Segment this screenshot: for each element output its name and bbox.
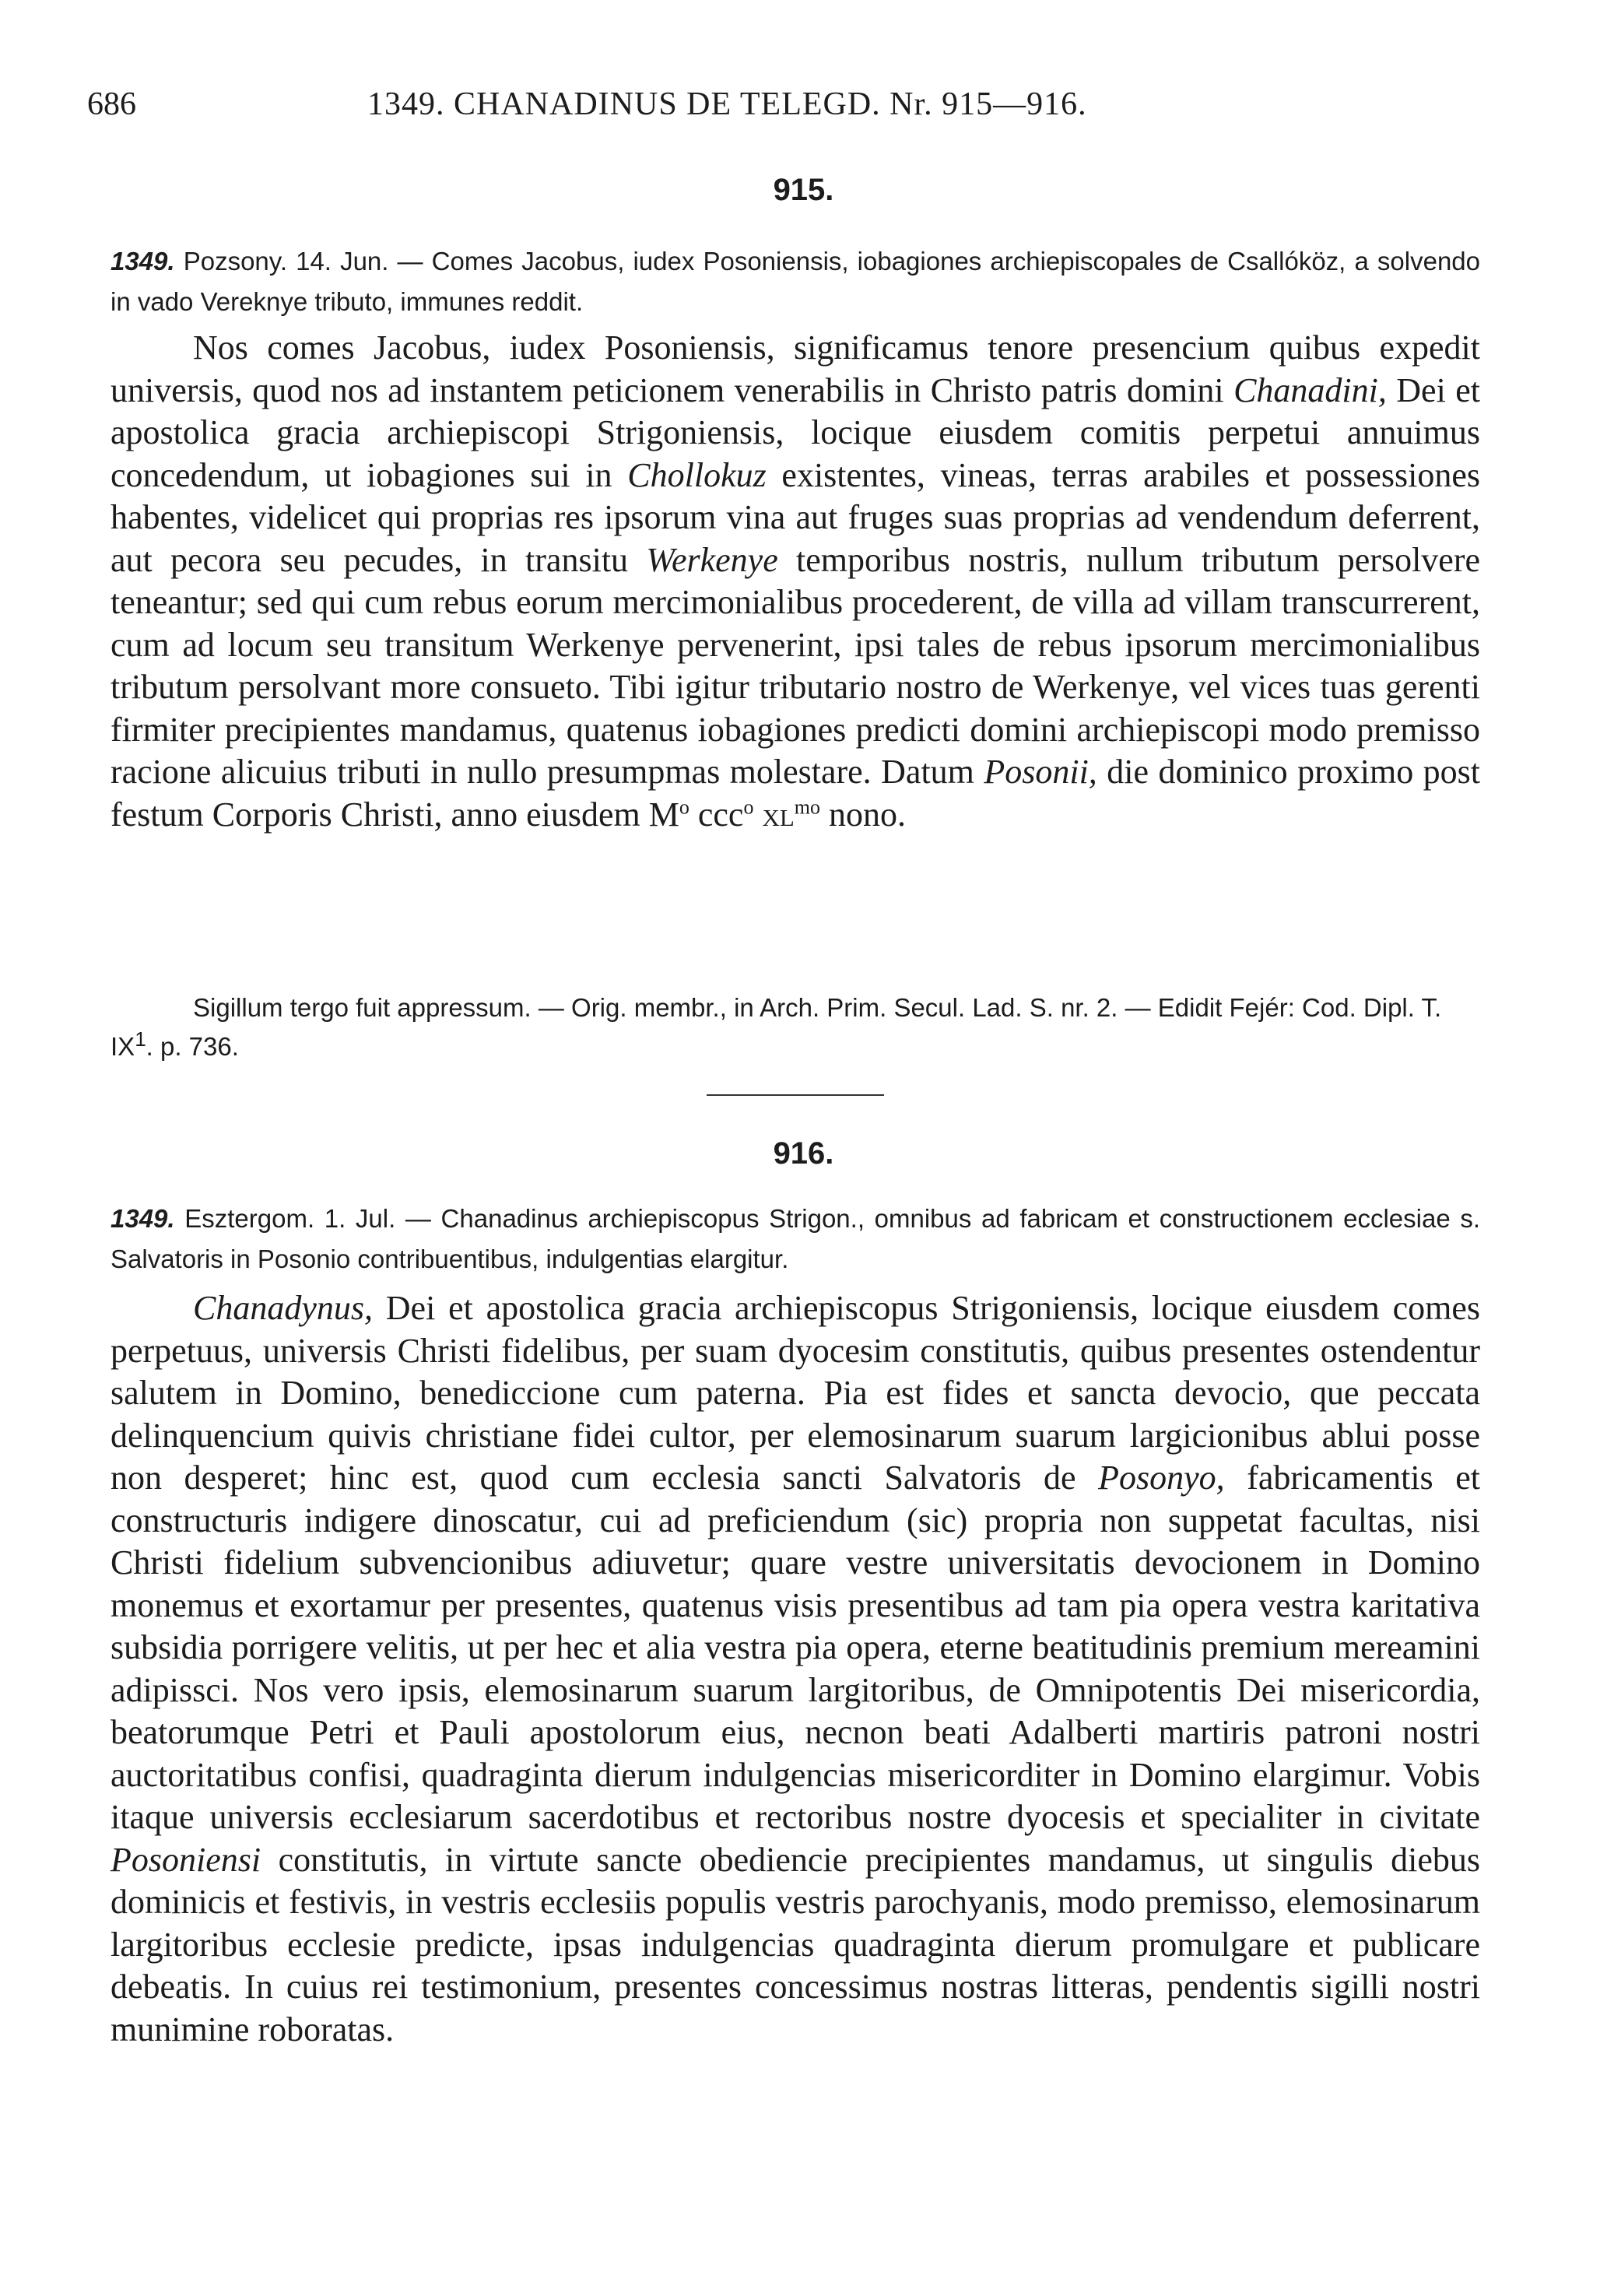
- note-text: Sigillum tergo fuit appressum. — Orig. membr., in Arch. Prim. Secul. Lad. S. nr. 2. — Edidit Fejér: Cod. Dipl. T. IX: [111, 993, 1442, 1061]
- place-name: Werkenye: [646, 540, 778, 579]
- regest-text: Pozsony. 14. Jun. — Comes Jacobus, iudex Posoniensis, iobagiones archiepiscopales de Csallóköz, a solvendo in vado Vereknye tributo, immunes reddit.: [111, 247, 1481, 316]
- charter-text-915: [111, 327, 1480, 836]
- regest-date: 1349.: [111, 247, 175, 276]
- regest-915: [111, 241, 1480, 322]
- personal-name: Chanadynus,: [193, 1289, 373, 1327]
- place-name: Posonyo,: [1098, 1459, 1225, 1497]
- place-name: Posoniensi: [111, 1840, 261, 1879]
- superscript: o: [743, 795, 754, 818]
- text-segment: die dominico proximo post festum Corporis Christi, anno eiusdem M: [111, 753, 1480, 834]
- superscript: 1: [135, 1027, 146, 1051]
- document-number-915: 915.: [773, 173, 834, 207]
- text-segment: temporibus nostris, nullum tributum persolvere teneantur; sed qui cum rebus eorum mercimonialibus procederent, de villa ad villam transcurrerent, cum ad locum seu transitum Werkenye pervenerint, ipsi tales de rebus ipsorum mercimonialibus tributum persolvant more consueto. Tibi igitur tributario nostro de Werkenye, vel vices tuas gerenti firmiter precipientes mandamus, quatenus iobagiones predicti domini archiepiscopi modo premisso racione alicuius tributi in nullo presumpmas molestare. Datum: [111, 540, 1481, 791]
- text-segment: ccc: [689, 795, 744, 834]
- place-name: Posonii,: [984, 753, 1097, 791]
- regest-text: Esztergom. 1. Jul. — Chanadinus archiepiscopus Strigon., omnibus ad fabricam et constructionem ecclesiae s. Salvatoris in Posonio contribuentibus, indulgentias elargitur.: [111, 1204, 1480, 1273]
- document-number-916: 916.: [773, 1136, 834, 1171]
- section-divider: [707, 1094, 884, 1096]
- charter-text-916: [111, 1287, 1480, 2051]
- text-segment: constitutis, in virtute sancte obediencie precipientes mandamus, ut singulis diebus dominicis et festivis, in vestris ecclesiis populis vestris parochyanis, modo premisso, elemosinarum largitoribus ecclesie predicte, ipsas indulgencias quadraginta dierum promulgare et publicare debeatis. In cuius rei testimonium, presentes concessimus nostras litteras, pendentis sigilli nostri munimine roboratas.: [111, 1840, 1480, 2048]
- text-segment: Dei et apostolica gracia archiepiscopi Strigoniensis, locique eiusdem comitis perpetui annuimus concedendum, ut iobagiones sui in: [111, 370, 1480, 494]
- text-segment: Nos comes Jacobus, iudex Posoniensis, significamus tenore presencium quibus expedit universis, quod nos ad instantem peticionem venerabilis in Christo patris domini: [111, 328, 1480, 409]
- text-segment: nono.: [820, 795, 906, 834]
- source-note-915: [111, 988, 1480, 1066]
- text-segment: existentes, vineas, terras arabiles et possessiones habentes, videlicet qui proprias res ipsorum vina aut fruges suas proprias ad vendendum deferrent, aut pecora seu pecudes, in transitu: [111, 455, 1480, 579]
- page-number: 686: [87, 86, 136, 122]
- page-header: [87, 86, 1192, 132]
- text-segment: xl: [753, 795, 795, 834]
- regest-916: [111, 1199, 1480, 1280]
- text-segment: Dei et apostolica gracia archiepiscopus Strigoniensis, locique eiusdem comes perpetuus, universis Christi fidelibus, per suam dyocesim constitutis, quibus presentes ostendentur salutem in Domino, benediccione cum paterna. Pia est fides et sancta devocio, que peccata delinquencium quivis christiane fidei cultor, per elemosinarum suarum largicionibus ablui posse non desperet; hinc est, quod cum ecclesia sancti Salvatoris de: [111, 1289, 1480, 1497]
- running-title: 1349. CHANADINUS DE TELEGD. Nr. 915—916.: [367, 86, 1087, 122]
- personal-name: Chanadini,: [1233, 370, 1387, 409]
- superscript: mo: [794, 795, 820, 818]
- text-segment: fabricamentis et constructuris indigere dinoscatur, cui ad preficiendum (sic) propria non suppetat facultas, nisi Christi fidelium subvencionibus adiuvetur; quare vestre universitatis devocionem in Domino monemus et exortamur per presentes, quatenus visis presentibus ad tam pia opera vestra karitativa subsidia porrigere velitis, ut per hec et alia vestra pia opera, eterne beatitudinis premium mereamini adipissci. Nos vero ipsis, elemosinarum suarum largitoribus, de Omnipotentis Dei misericordia, beatorumque Petri et Pauli apostolorum eius, necnon beati Adalberti martiris patroni nostri auctoritatibus confisi, quadraginta dierum indulgencias misericorditer in Domino elargimur. Vobis itaque universis ecclesiarum sacerdotibus et rectoribus nostre dyocesis et specialiter in civitate: [111, 1459, 1480, 1836]
- note-text: . p. 736.: [146, 1032, 239, 1061]
- place-name: Chollokuz: [627, 455, 767, 494]
- regest-date: 1349.: [111, 1204, 175, 1233]
- superscript: o: [679, 795, 689, 818]
